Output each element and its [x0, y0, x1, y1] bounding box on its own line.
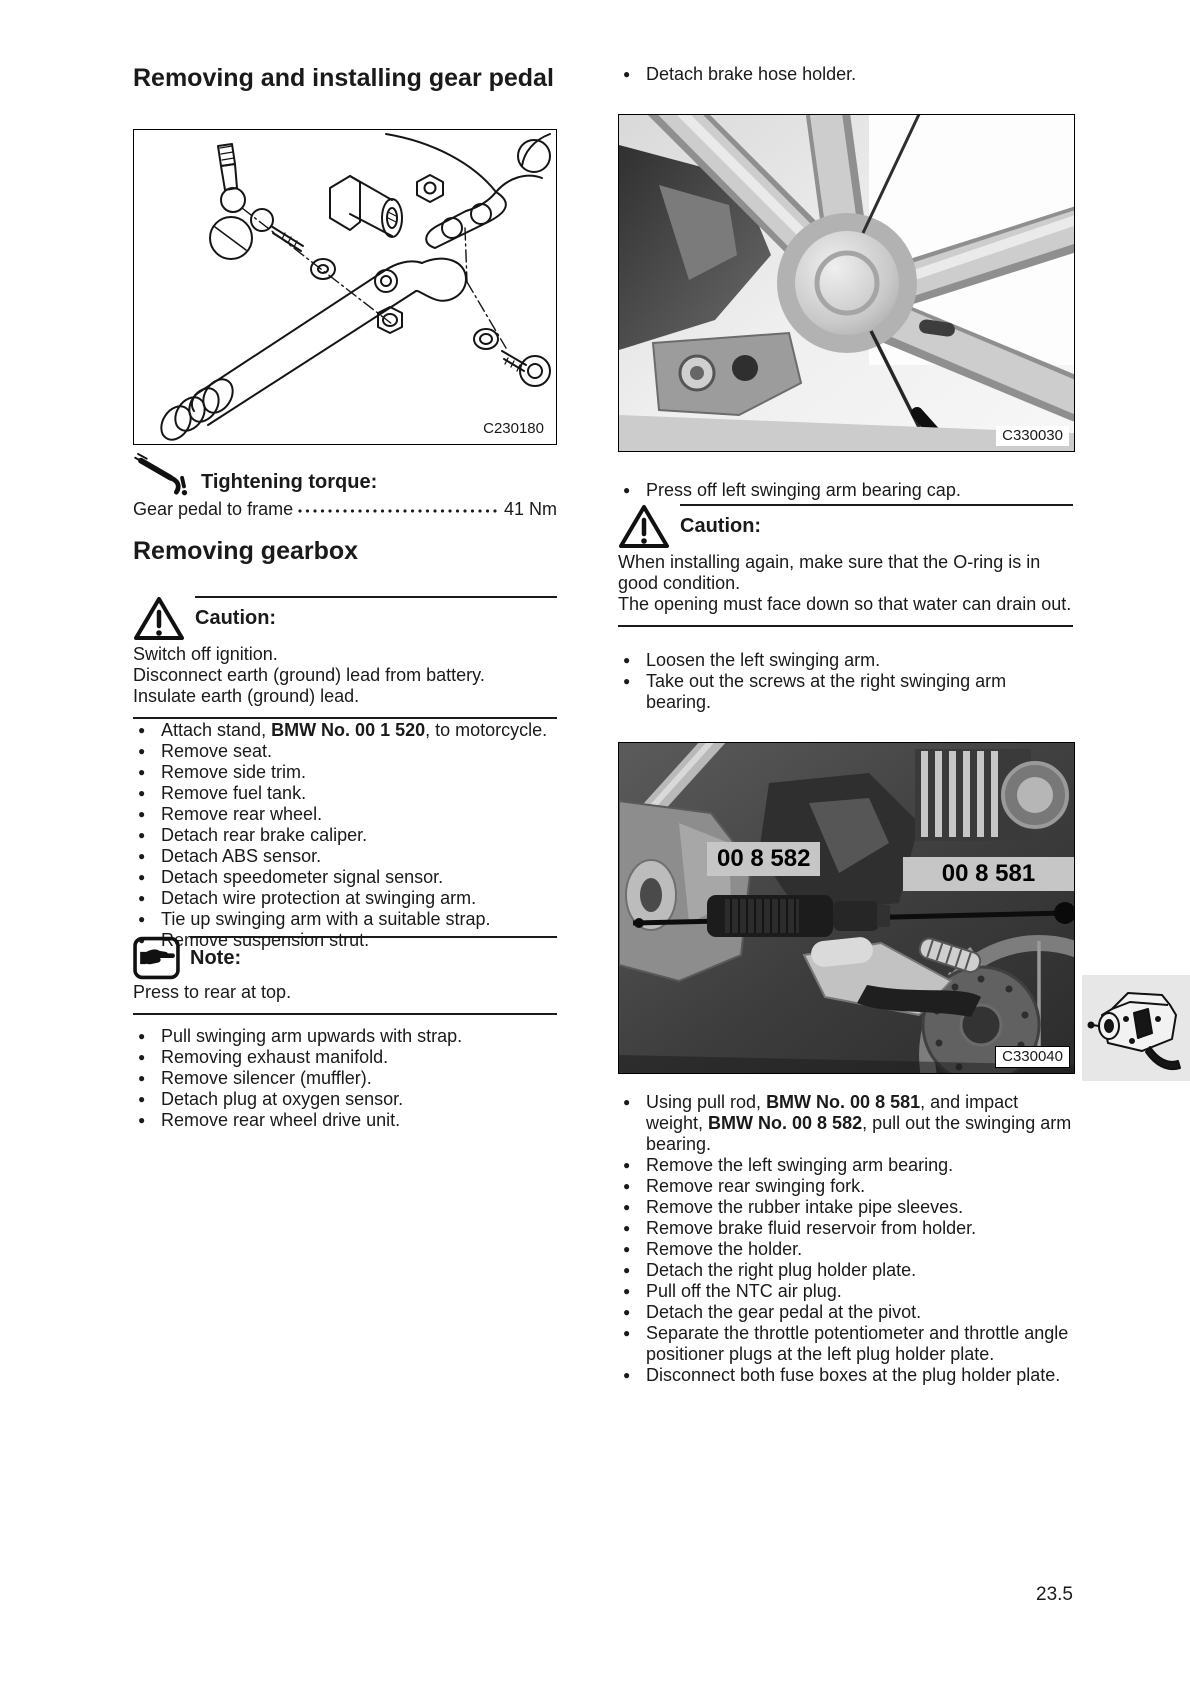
caution-block — [133, 596, 557, 719]
torque-value: 41 Nm — [503, 499, 557, 519]
list-item: ● Remove fuel tank. — [133, 783, 565, 804]
list-item: ● Attach stand, BMW No. 00 1 520, to motorcycle. — [133, 720, 565, 741]
page-title: Removing and installing gear pedal — [133, 64, 554, 92]
pointing-hand-note-icon — [133, 936, 180, 980]
rule — [190, 936, 557, 938]
list-item: ● Pull off the NTC air plug. — [618, 1281, 1076, 1302]
step-list — [133, 1026, 565, 1131]
list-item: ● Tie up swinging arm with a suitable strap. — [133, 909, 565, 930]
list-item: The opening must face down so that water can drain out. — [618, 594, 1072, 614]
step-list — [618, 650, 1073, 713]
list-item: ● Removing exhaust manifold. — [133, 1047, 565, 1068]
rule — [195, 596, 557, 598]
list-item: ● Detach the right plug holder plate. — [618, 1260, 1076, 1281]
list-item: ● Detach speedometer signal sensor. — [133, 867, 565, 888]
page-number: 23.5 — [1036, 1584, 1073, 1605]
figure-caption: C230180 — [477, 419, 550, 439]
section-title: Removing gearbox — [133, 537, 359, 565]
list-item: ● Press off left swinging arm bearing cap. — [618, 480, 1073, 501]
caution-text — [618, 552, 1073, 615]
step-list — [618, 1092, 1076, 1386]
list-item: ● Remove seat. — [133, 741, 565, 762]
warning-triangle-icon — [133, 596, 185, 642]
exploded-drawing — [134, 130, 554, 441]
torque-block — [133, 452, 557, 520]
list-item: ● Detach plug at oxygen sensor. — [133, 1089, 565, 1110]
torque-label: Gear pedal to frame — [133, 499, 294, 519]
caution-title: Caution: — [195, 607, 277, 629]
list-item: ● Detach rear brake caliper. — [133, 825, 565, 846]
list-item: ● Detach the gear pedal at the pivot. — [618, 1302, 1076, 1323]
list-item: Insulate earth (ground) lead. — [133, 686, 360, 706]
note-block — [133, 936, 557, 1015]
list-item: Disconnect earth (ground) lead from battery. — [133, 665, 485, 685]
list-item: ● Detach ABS sensor. — [133, 846, 565, 867]
photo-pull-rod-tools — [618, 742, 1075, 1074]
list-item: When installing again, make sure that the O-ring is in good condition. — [618, 552, 1041, 593]
list-item: Switch off ignition. — [133, 644, 278, 664]
chapter-tab — [1082, 975, 1190, 1081]
photo-art — [619, 743, 1074, 1073]
gearbox-tab-icon — [1082, 975, 1190, 1081]
caution-block — [618, 504, 1073, 627]
list-item: ● Pull swinging arm upwards with strap. — [133, 1026, 565, 1047]
list-item: ● Remove suspension strut. — [133, 930, 565, 951]
step-list — [133, 720, 565, 951]
photo-caption: C330040 — [995, 1046, 1070, 1068]
list-item: ● Loosen the left swinging arm. — [618, 650, 1073, 671]
list-item: ● Take out the screws at the right swinging arm bearing. — [618, 671, 1073, 713]
torque-row — [133, 499, 557, 520]
list-item: ● Disconnect both fuse boxes at the plug holder plate. — [618, 1365, 1076, 1386]
list-item: ● Remove rear wheel. — [133, 804, 565, 825]
list-item: ● Remove side trim. — [133, 762, 565, 783]
note-text — [133, 982, 557, 1003]
list-item: ● Remove the rubber intake pipe sleeves. — [618, 1197, 1076, 1218]
leader-dots — [297, 499, 500, 515]
photo-bearing-cap — [618, 114, 1075, 452]
list-item: ● Remove the holder. — [618, 1239, 1076, 1260]
torque-title: Tightening torque: — [201, 471, 378, 493]
photo-caption: C330030 — [996, 426, 1069, 446]
torque-wrench-icon — [133, 452, 191, 496]
list-item: ● Remove silencer (muffler). — [133, 1068, 565, 1089]
list-item: ● Detach brake hose holder. — [618, 64, 1073, 85]
step-list — [618, 64, 1073, 85]
figure-gear-pedal-exploded — [133, 129, 557, 445]
list-item: ● Remove rear swinging fork. — [618, 1176, 1076, 1197]
list-item: ● Remove rear wheel drive unit. — [133, 1110, 565, 1131]
tool-label-impact-weight: 00 8 582 — [707, 842, 820, 876]
rule — [680, 504, 1073, 506]
step-list — [618, 480, 1073, 501]
list-item: Press to rear at top. — [133, 982, 292, 1002]
photo-art — [619, 115, 1074, 451]
list-item: ● Remove brake fluid reservoir from holder. — [618, 1218, 1076, 1239]
list-item: ● Using pull rod, BMW No. 00 8 581, and impact weight, BMW No. 00 8 582, pull out the swinging arm bearing. — [618, 1092, 1076, 1155]
list-item: ● Remove the left swinging arm bearing. — [618, 1155, 1076, 1176]
caution-text — [133, 644, 557, 707]
tool-label-pull-rod: 00 8 581 — [903, 857, 1074, 891]
list-item: ● Separate the throttle potentiometer and throttle angle positioner plugs at the left plug holder plate. — [618, 1323, 1076, 1365]
list-item: ● Detach wire protection at swinging arm. — [133, 888, 565, 909]
warning-triangle-icon — [618, 504, 670, 550]
caution-title: Caution: — [680, 515, 762, 537]
note-title: Note: — [190, 947, 242, 969]
